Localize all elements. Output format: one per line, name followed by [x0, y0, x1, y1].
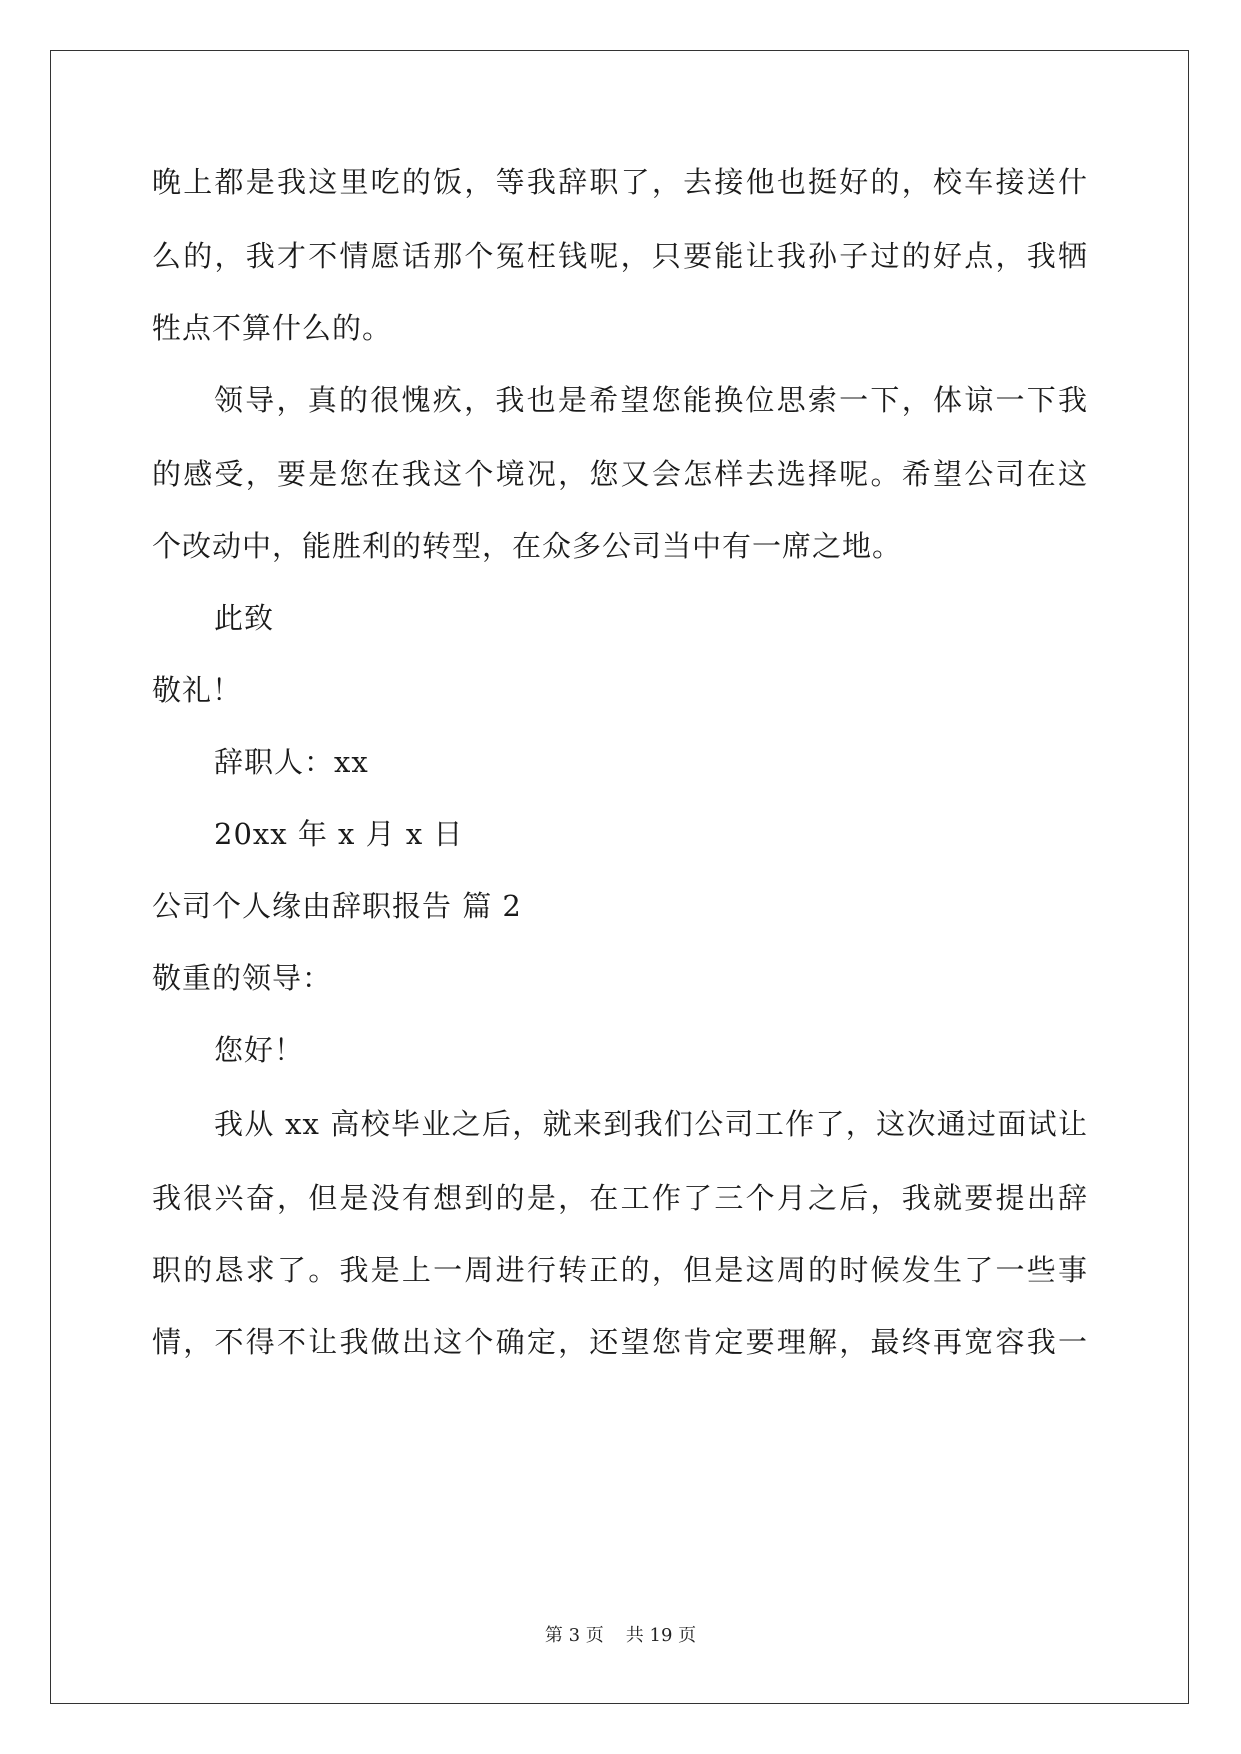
total-pages: 共 19 页	[625, 1625, 697, 1646]
paragraph-start: 我从 xx 高校毕业之后，就来到我们公司工作了，这次通过面试让	[214, 1107, 1088, 1141]
body-line: 牲点不算什么的。	[152, 311, 393, 345]
page-border	[50, 50, 1189, 1704]
body-line: 职的恳求了。我是上一周进行转正的，但是这周的时候发生了一些事	[152, 1253, 1088, 1287]
body-line: 情，不得不让我做出这个确定，还望您肯定要理解，最终再宽容我一	[152, 1325, 1088, 1359]
page-number: 第 3 页	[544, 1625, 604, 1646]
page-footer	[0, 1623, 1241, 1649]
closing-salutation: 此致	[214, 601, 275, 635]
paragraph-start: 领导，真的很愧疚，我也是希望您能换位思索一下，体谅一下我	[214, 383, 1088, 417]
letter-greeting: 敬重的领导：	[152, 961, 333, 995]
signature-date: 20xx 年 x 月 x 日	[214, 817, 464, 851]
letter-hello: 您好！	[214, 1033, 305, 1067]
body-line: 么的，我才不情愿话那个冤枉钱呢，只要能让我孙子过的好点，我牺	[152, 239, 1088, 273]
signature-name: 辞职人：xx	[214, 745, 369, 779]
section-title: 公司个人缘由辞职报告 篇 2	[152, 889, 522, 923]
body-line: 我很兴奋，但是没有想到的是，在工作了三个月之后，我就要提出辞	[152, 1181, 1088, 1215]
body-line: 的感受，要是您在我这个境况，您又会怎样去选择呢。希望公司在这	[152, 457, 1088, 491]
body-line: 晚上都是我这里吃的饭，等我辞职了，去接他也挺好的，校车接送什	[152, 165, 1088, 199]
body-line: 个改动中，能胜利的转型，在众多公司当中有一席之地。	[152, 529, 903, 563]
closing-regards: 敬礼！	[152, 673, 243, 707]
